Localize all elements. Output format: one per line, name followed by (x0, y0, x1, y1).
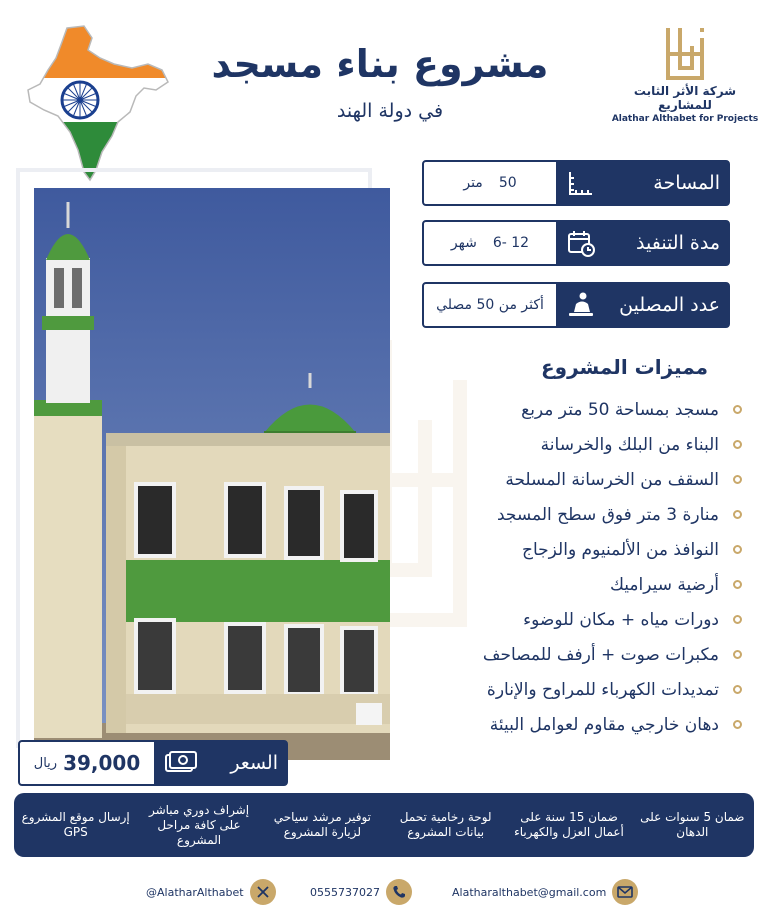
list-item: أرضية سيراميك (412, 567, 742, 602)
bullet-icon (733, 475, 742, 484)
price-value: 39,000 (63, 751, 141, 775)
list-item: دهان خارجي مقاوم لعوامل البيئة (412, 707, 742, 742)
logo-name-en: Alathar Althabet for Projects (611, 114, 759, 124)
x-twitter-icon (250, 879, 276, 905)
list-item: منارة 3 متر فوق سطح المسجد (412, 497, 742, 532)
bullet-icon (733, 545, 742, 554)
logo-name-ar: شركة الأثر الثابت للمشاريع (633, 84, 737, 112)
price-label-box (154, 742, 286, 784)
list-item: البناء من البلك والخرسانة (412, 427, 742, 462)
phone-text[interactable]: 0555737027 (310, 885, 380, 899)
spec-worshippers (422, 282, 730, 328)
spec-duration-unit: شهر (450, 235, 477, 251)
list-item: السقف من الخرسانة المسلحة (412, 462, 742, 497)
bullet-icon (733, 510, 742, 519)
twitter-handle[interactable]: @AlatharAlthabet (146, 885, 244, 899)
features-list (412, 392, 742, 742)
email-text[interactable]: Alatharalthabet@gmail.com (452, 885, 607, 899)
contact-phone[interactable] (310, 877, 412, 907)
bullet-icon (733, 405, 742, 414)
price-label: السعر (230, 752, 278, 774)
spec-area-unit: متر (463, 175, 483, 191)
logo-mark-icon (662, 24, 708, 82)
list-item: دورات مياه + مكان للوضوء (412, 602, 742, 637)
guarantee-item: ضمان 5 سنوات على الدهان (640, 810, 745, 839)
list-item: مكبرات صوت + أرفف للمصاحف (412, 637, 742, 672)
features-title: مميزات المشروع (541, 355, 708, 379)
page-subtitle: في دولة الهند (336, 100, 444, 122)
guarantee-item: لوحة رخامية تحمل بيانات المشروع (399, 810, 492, 839)
spec-area-value: 50 (498, 175, 517, 191)
spec-area-value-box (424, 162, 556, 204)
price-value-box (20, 742, 154, 784)
spec-worshippers-value: أكثر من 50 مصلي (436, 297, 544, 313)
spec-duration (422, 220, 730, 266)
bullet-icon (733, 685, 742, 694)
spec-duration-label-box (556, 222, 728, 264)
prayer-icon (566, 290, 596, 320)
contact-twitter[interactable] (146, 877, 276, 907)
list-item: النوافذ من الألمنيوم والزجاج (412, 532, 742, 567)
money-icon (164, 750, 198, 776)
list-item: تمديدات الكهرباء للمراوح والإنارة (412, 672, 742, 707)
spec-area-label-box (556, 162, 728, 204)
list-item: مسجد بمساحة 50 متر مربع (412, 392, 742, 427)
page-title: مشروع بناء مسجد (211, 42, 549, 86)
spec-area (422, 160, 730, 206)
contact-email[interactable] (452, 877, 638, 907)
bullet-icon (733, 440, 742, 449)
guarantee-item: توفير مرشد سياحي لزيارة المشروع (273, 810, 371, 839)
guarantees-band (14, 793, 754, 857)
spec-area-label: المساحة (653, 172, 720, 194)
india-map-icon (22, 24, 172, 184)
email-icon (612, 879, 638, 905)
guarantee-item: ضمان 15 سنة على أعمال العزل والكهرباء (514, 810, 624, 839)
company-logo (610, 24, 760, 124)
ruler-icon (566, 168, 596, 198)
spec-duration-label: مدة التنفيذ (636, 232, 720, 254)
guarantee-item: إشراف دوري مباشر على كافة مراحل المشروع (148, 802, 250, 847)
calendar-icon (566, 228, 596, 258)
spec-worshippers-label: عدد المصلين (619, 294, 720, 316)
phone-icon (386, 879, 412, 905)
spec-worshippers-label-box (556, 284, 728, 326)
mosque-photo (34, 188, 390, 760)
spec-worshippers-value-box (424, 284, 556, 326)
price-currency: ريال (33, 755, 58, 771)
price-box (18, 740, 288, 786)
bullet-icon (733, 650, 742, 659)
bullet-icon (733, 720, 742, 729)
spec-duration-value-box (424, 222, 556, 264)
bullet-icon (733, 580, 742, 589)
bullet-icon (733, 615, 742, 624)
spec-duration-value: 12 -6 (492, 235, 530, 251)
guarantee-item: إرسال موقع المشروع GPS (21, 810, 130, 839)
